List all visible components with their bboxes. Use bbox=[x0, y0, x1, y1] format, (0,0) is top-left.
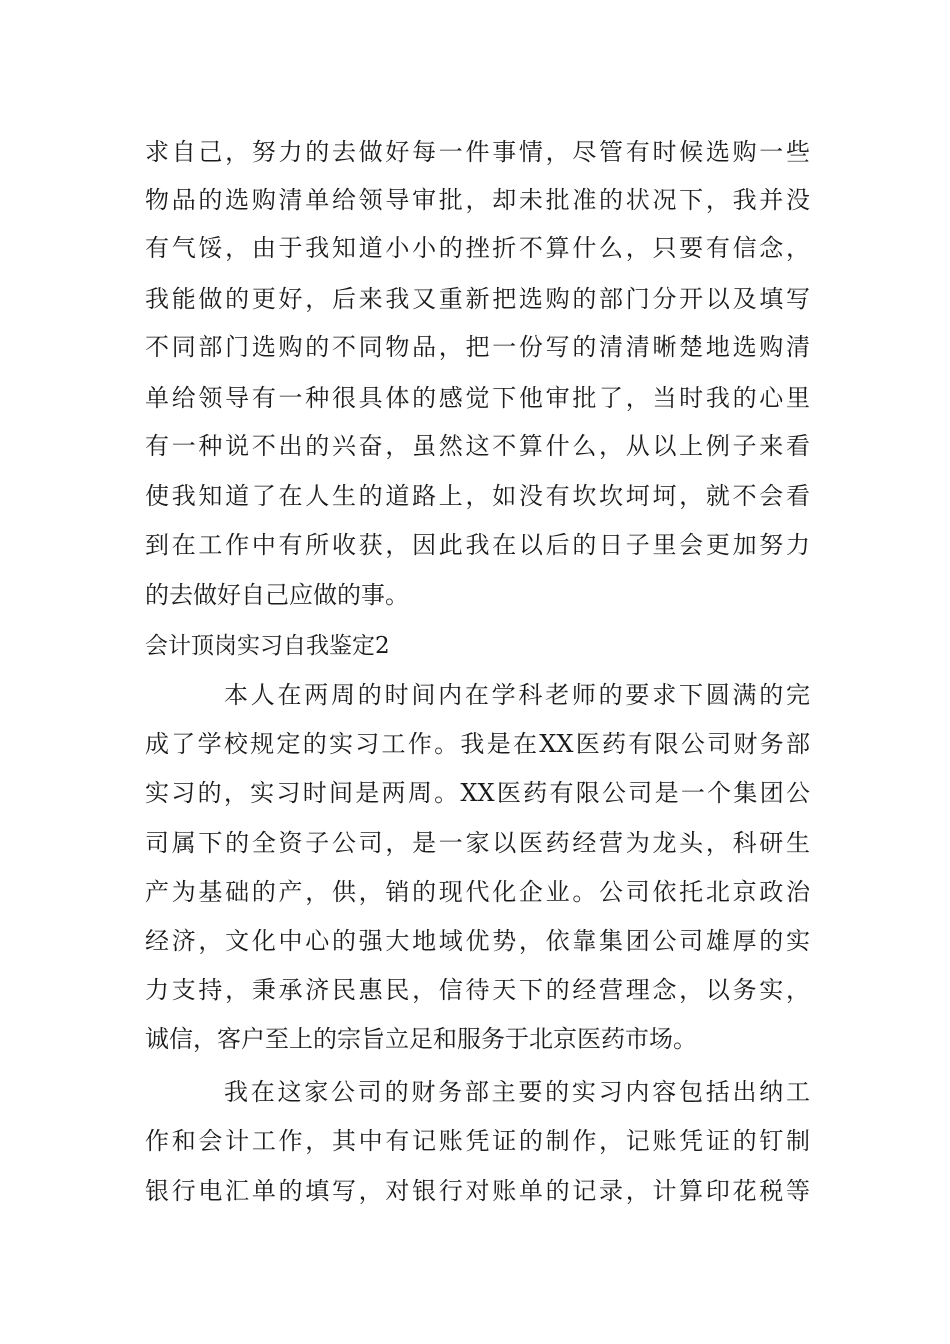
text-line: 我能做的更好，后来我又重新把选购的部门分开以及填写 bbox=[145, 285, 810, 313]
text-line: 力支持，秉承济民惠民，信待天下的经营理念，以务实， bbox=[145, 976, 810, 1004]
text-line: 物品的选购清单给领导审批，却未批准的状况下，我并没 bbox=[145, 186, 810, 214]
text-line: 作和会计工作，其中有记账凭证的制作，记账凭证的钉制 bbox=[145, 1127, 810, 1155]
text-line: 经济，文化中心的强大地域优势，依靠集团公司雄厚的实 bbox=[145, 927, 810, 955]
text-line: 的去做好自己应做的事。 bbox=[145, 581, 409, 609]
text-line: 不同部门选购的不同物品，把一份写的清清晰楚地选购清 bbox=[145, 333, 810, 361]
text-line: 到在工作中有所收获，因此我在以后的日子里会更加努力 bbox=[145, 531, 810, 559]
text-line: 有一种说不出的兴奋，虽然这不算什么，从以上例子来看 bbox=[145, 432, 810, 460]
text-line: 求自己，努力的去做好每一件事情，尽管有时候选购一些 bbox=[145, 138, 810, 166]
text-line: 我在这家公司的财务部主要的实习内容包括出纳工 bbox=[224, 1078, 810, 1106]
text-line: 使我知道了在人生的道路上，如没有坎坎坷坷，就不会看 bbox=[145, 482, 810, 510]
text-line: 本人在两周的时间内在学科老师的要求下圆满的完 bbox=[224, 681, 810, 709]
section-heading: 会计顶岗实习自我鉴定2 bbox=[145, 633, 390, 659]
text-line: 成了学校规定的实习工作。我是在XX医药有限公司财务部 bbox=[145, 730, 810, 758]
text-line: 银行电汇单的填写，对银行对账单的记录，计算印花税等 bbox=[145, 1177, 810, 1205]
text-line: 司属下的全资子公司，是一家以医药经营为龙头，科研生 bbox=[145, 829, 810, 857]
text-line: 单给领导有一种很具体的感觉下他审批了，当时我的心里 bbox=[145, 384, 810, 412]
text-line: 诚信，客户至上的宗旨立足和服务于北京医药市场。 bbox=[145, 1025, 697, 1053]
text-line: 产为基础的产，供，销的现代化企业。公司依托北京政治 bbox=[145, 878, 810, 906]
text-line: 实习的，实习时间是两周。XX医药有限公司是一个集团公 bbox=[145, 779, 810, 807]
text-line: 有气馁，由于我知道小小的挫折不算什么，只要有信念， bbox=[145, 234, 810, 262]
